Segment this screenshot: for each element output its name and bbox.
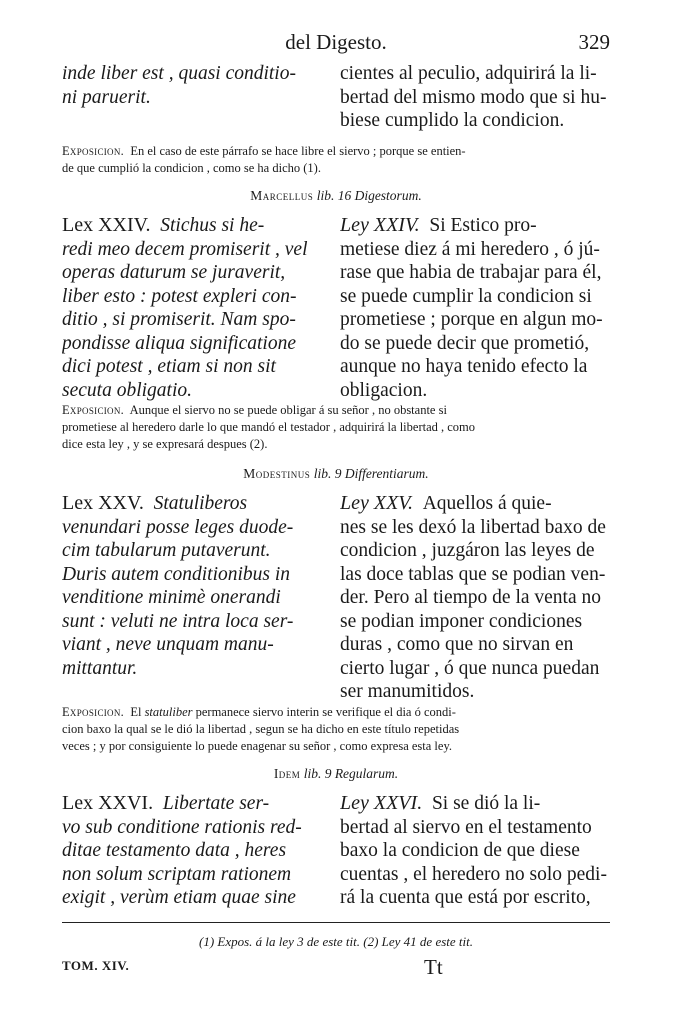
- latin-line: exigit , verùm etiam quae sine: [62, 887, 296, 908]
- ley-label: Ley XXIV.: [340, 214, 420, 236]
- source-attribution: [62, 188, 610, 204]
- latin-line: ditae testamento data , heres: [62, 840, 287, 861]
- spanish-line: Si se dió la li-: [431, 793, 541, 814]
- latin-line: inde liber est , quasi conditio-: [62, 63, 296, 84]
- latin-column: [62, 62, 324, 109]
- spanish-line: ser manumitidos.: [340, 681, 475, 702]
- lex-label: Lex XXIV.: [62, 214, 151, 236]
- spanish-line: metiese diez á mi heredero , ó jú-: [340, 238, 600, 260]
- spanish-column: [340, 214, 610, 402]
- latin-column: [62, 792, 324, 910]
- spanish-column: [340, 492, 610, 704]
- spanish-line: rá la cuenta que está por escrito,: [340, 887, 591, 908]
- latin-line: Statuliberos: [153, 493, 248, 514]
- exposicion-label: Exposicion.: [62, 403, 125, 417]
- exposicion-label: Exposicion.: [62, 144, 125, 158]
- spanish-line: baxo la condicion de que diese: [340, 840, 580, 861]
- latin-line: ditio , si promiserit. Nam spo-: [62, 309, 296, 330]
- spanish-line: aunque no haya tenido efecto la: [340, 356, 588, 377]
- latin-column: [62, 214, 324, 402]
- spanish-line: do se puede decir que prometió,: [340, 332, 590, 354]
- spanish-line: Si Estico pro-: [429, 215, 537, 236]
- latin-line: redi meo decem promiserit , vel: [62, 238, 308, 260]
- exposicion-note: [62, 402, 610, 453]
- exposicion-text: permanece siervo interin se verifique el dia ó condi-: [195, 705, 456, 719]
- exposicion-line: prometiese al heredero darle lo que mandó el testador , adquirirá la libertad , como: [62, 420, 476, 434]
- spanish-line: las doce tablas que se podian ven-: [340, 563, 606, 585]
- lex-label: Lex XXV.: [62, 492, 144, 514]
- latin-line: Libertate ser-: [162, 793, 270, 814]
- page-number: 329: [578, 30, 610, 54]
- volume-label: TOM. XIV.: [62, 958, 130, 973]
- ley-label: Ley XXVI.: [340, 792, 423, 814]
- spanish-line: obligacion.: [340, 379, 428, 401]
- spanish-line: duras , como que no sirvan en: [340, 634, 574, 655]
- source-author: Modestinus: [243, 466, 311, 481]
- spanish-line: se podian imponer condiciones: [340, 610, 583, 632]
- source-work: lib. 16 Digestorum.: [316, 188, 422, 203]
- latin-line: vo sub conditione rationis red-: [62, 816, 302, 838]
- latin-line: dici potest , etiam si non sit: [62, 356, 276, 377]
- running-header: [62, 30, 610, 60]
- exposicion-line: cion baxo la qual se le dió la libertad , segun se ha dicho en este título repetidas: [62, 722, 460, 736]
- exposicion-term: statuliber: [144, 705, 193, 719]
- source-attribution: [62, 466, 610, 482]
- signature-mark: Tt: [424, 955, 443, 979]
- ley-label: Ley XXV.: [340, 492, 413, 514]
- latin-line: venditione minimè onerandi: [62, 587, 281, 608]
- exposicion-note: [62, 143, 610, 177]
- spanish-line: rase que habia de trabajar para él,: [340, 262, 602, 283]
- spanish-line: bertad al siervo en el testamento: [340, 816, 592, 838]
- exposicion-label: Exposicion.: [62, 705, 125, 719]
- spanish-line: bertad del mismo modo que si hu-: [340, 86, 607, 108]
- exposicion-text: El: [130, 705, 142, 719]
- source-attribution: [62, 766, 610, 782]
- latin-line: non solum scriptam rationem: [62, 863, 292, 885]
- page-footer: [62, 955, 610, 982]
- latin-line: viant , neve unquam manu-: [62, 634, 274, 655]
- exposicion-line: de que cumplió la condicion , como se ha dicho (1).: [62, 161, 321, 175]
- spanish-line: se puede cumplir la condicion si: [340, 285, 592, 307]
- latin-line: mittantur.: [62, 657, 138, 679]
- exposicion-line: Aunque el siervo no se puede obligar á su señor , no obstante si: [129, 403, 447, 417]
- latin-line: sunt : veluti ne intra loca ser-: [62, 610, 294, 632]
- latin-line: secuta obligatio.: [62, 379, 192, 401]
- exposicion-line: dice esta ley , y se expresará despues (2).: [62, 437, 268, 451]
- latin-line: ni paruerit.: [62, 86, 151, 108]
- spanish-line: biese cumplido la condicion.: [340, 110, 565, 131]
- latin-line: Stichus si he-: [160, 215, 265, 236]
- source-author: Idem: [273, 766, 301, 781]
- spanish-line: Aquellos á quie-: [422, 493, 552, 514]
- exposicion-note: [62, 704, 610, 755]
- latin-line: Duris autem conditionibus in: [62, 563, 291, 585]
- lex-label: Lex XXVI.: [62, 792, 154, 814]
- spanish-line: prometiese ; porque en algun mo-: [340, 309, 603, 330]
- source-work: lib. 9 Differentiarum.: [313, 466, 429, 481]
- spanish-column: [340, 62, 610, 133]
- source-author: Marcellus: [250, 188, 314, 203]
- running-title: del Digesto.: [285, 30, 387, 54]
- footnote-rule: [62, 922, 610, 923]
- latin-line: venundari posse leges duode-: [62, 516, 294, 538]
- latin-line: operas daturum se juraverit,: [62, 262, 286, 283]
- footnotes: (1) Expos. á la ley 3 de este tit. (2) Ley 41 de este tit.: [198, 934, 473, 949]
- spanish-line: cuentas , el heredero no solo pedi-: [340, 863, 607, 885]
- spanish-line: nes se les dexó la libertad baxo de: [340, 516, 606, 538]
- latin-line: pondisse aliqua significatione: [62, 332, 296, 354]
- latin-line: liber esto : potest expleri con-: [62, 285, 297, 307]
- exposicion-line: veces ; y por consiguiente lo puede enagenar su señor , como expresa esta ley.: [62, 739, 453, 753]
- spanish-line: der. Pero al tiempo de la venta no: [340, 587, 602, 608]
- latin-line: cim tabularum putaverunt.: [62, 540, 271, 561]
- spanish-line: cierto lugar , ó que nunca puedan: [340, 657, 600, 679]
- source-work: lib. 9 Regularum.: [303, 766, 399, 781]
- latin-column: [62, 492, 324, 680]
- exposicion-line: En el caso de este párrafo se hace libre el siervo ; porque se entien-: [130, 144, 466, 158]
- spanish-line: cientes al peculio, adquirirá la li-: [340, 63, 597, 84]
- spanish-line: condicion , juzgáron las leyes de: [340, 540, 595, 561]
- spanish-column: [340, 792, 610, 910]
